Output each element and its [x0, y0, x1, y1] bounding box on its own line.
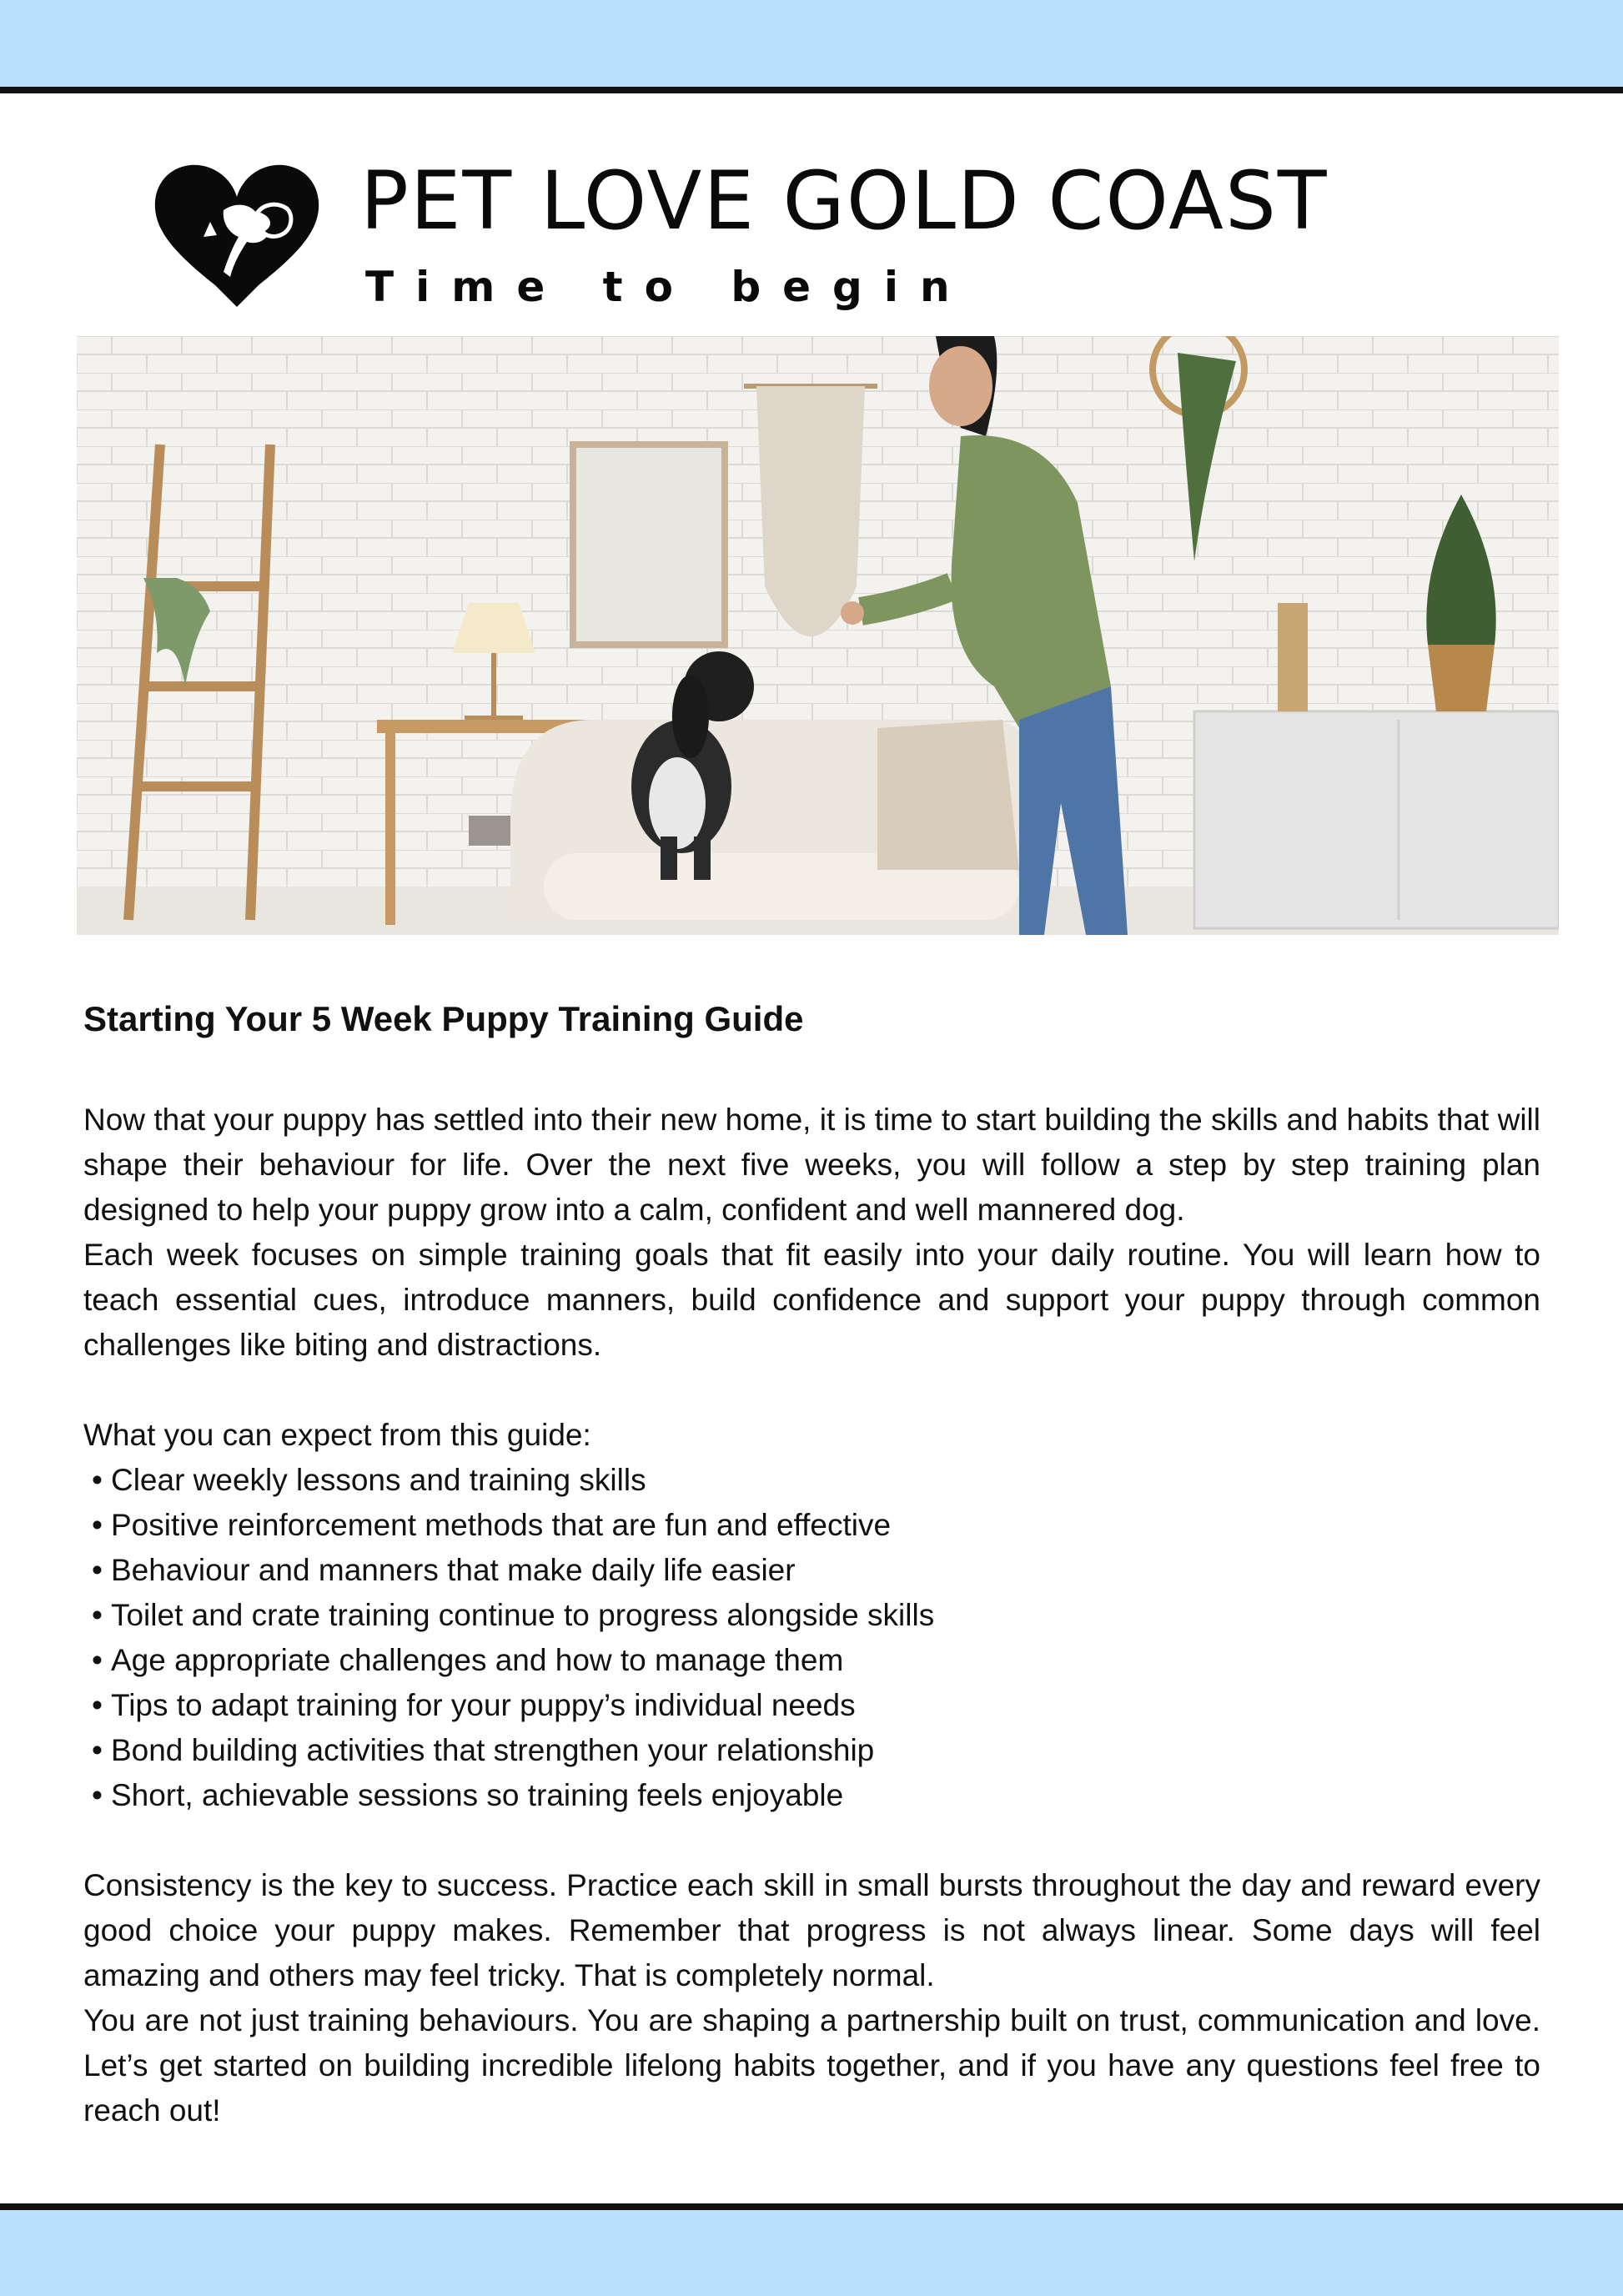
list-item: • Toilet and crate training continue to progress alongside skills [92, 1598, 935, 1632]
bullet-icon: • [92, 1508, 103, 1542]
top-divider-rule [0, 87, 1623, 93]
bullet-icon: • [92, 1688, 103, 1722]
bullet-icon: • [92, 1778, 103, 1812]
closing-paragraph: You are not just training behaviours. You are shaping a partnership built on trust, communication and love. Let’s get started on building incredible lifelong habits together, and if you have any questions feel free to reach out! [83, 2003, 1540, 2128]
closing-paragraph: Consistency is the key to success. Practice each skill in small bursts throughout the day and reward every good choice your puppy makes. Remember that progress is not always linear. Some days will feel amazing and others may feel tricky. That is completely normal. [83, 1868, 1540, 1992]
bullet-icon: • [92, 1733, 103, 1767]
article-body [83, 994, 1540, 2133]
intro-paragraph: Now that your puppy has settled into their new home, it is time to start building the skills and habits that will shape their behaviour for life. Over the next five weeks, you will follow a step by step training plan designed to help your puppy grow into a calm, confident and well mannered dog. [83, 1103, 1540, 1227]
intro-paragraph: Each week focuses on simple training goals that fit easily into your daily routine. You will learn how to teach essential cues, introduce manners, build confidence and support your puppy through common challenges like biting and distractions. [83, 1238, 1540, 1362]
list-intro: What you can expect from this guide: [83, 1418, 591, 1452]
bullet-icon: • [92, 1643, 103, 1677]
benefits-list [83, 1458, 1540, 1818]
list-item: • Positive reinforcement methods that are fun and effective [92, 1508, 892, 1542]
bullet-icon: • [92, 1598, 103, 1632]
list-item: • Tips to adapt training for your puppy’s individual needs [92, 1688, 856, 1722]
bottom-divider-rule [0, 2203, 1623, 2210]
article-title: Starting Your 5 Week Puppy Training Guide [83, 999, 804, 1038]
list-item: • Behaviour and manners that make daily life easier [92, 1553, 796, 1587]
top-color-band [0, 0, 1623, 87]
woman-training-puppy-photo [77, 336, 1559, 935]
brand-tagline: Time to begin [365, 263, 972, 311]
brand-name: PET LOVE GOLD COAST [360, 154, 1329, 248]
bottom-color-band [0, 2210, 1623, 2296]
list-item: • Age appropriate challenges and how to manage them [92, 1643, 844, 1677]
list-item: • Bond building activities that strengthen your relationship [92, 1733, 875, 1767]
bullet-icon: • [92, 1553, 103, 1587]
list-item: • Short, achievable sessions so training feels enjoyable [92, 1778, 844, 1812]
heart-dog-cat-logo-icon [153, 160, 320, 307]
list-item: • Clear weekly lessons and training skills [92, 1463, 646, 1497]
bullet-icon: • [92, 1463, 103, 1497]
